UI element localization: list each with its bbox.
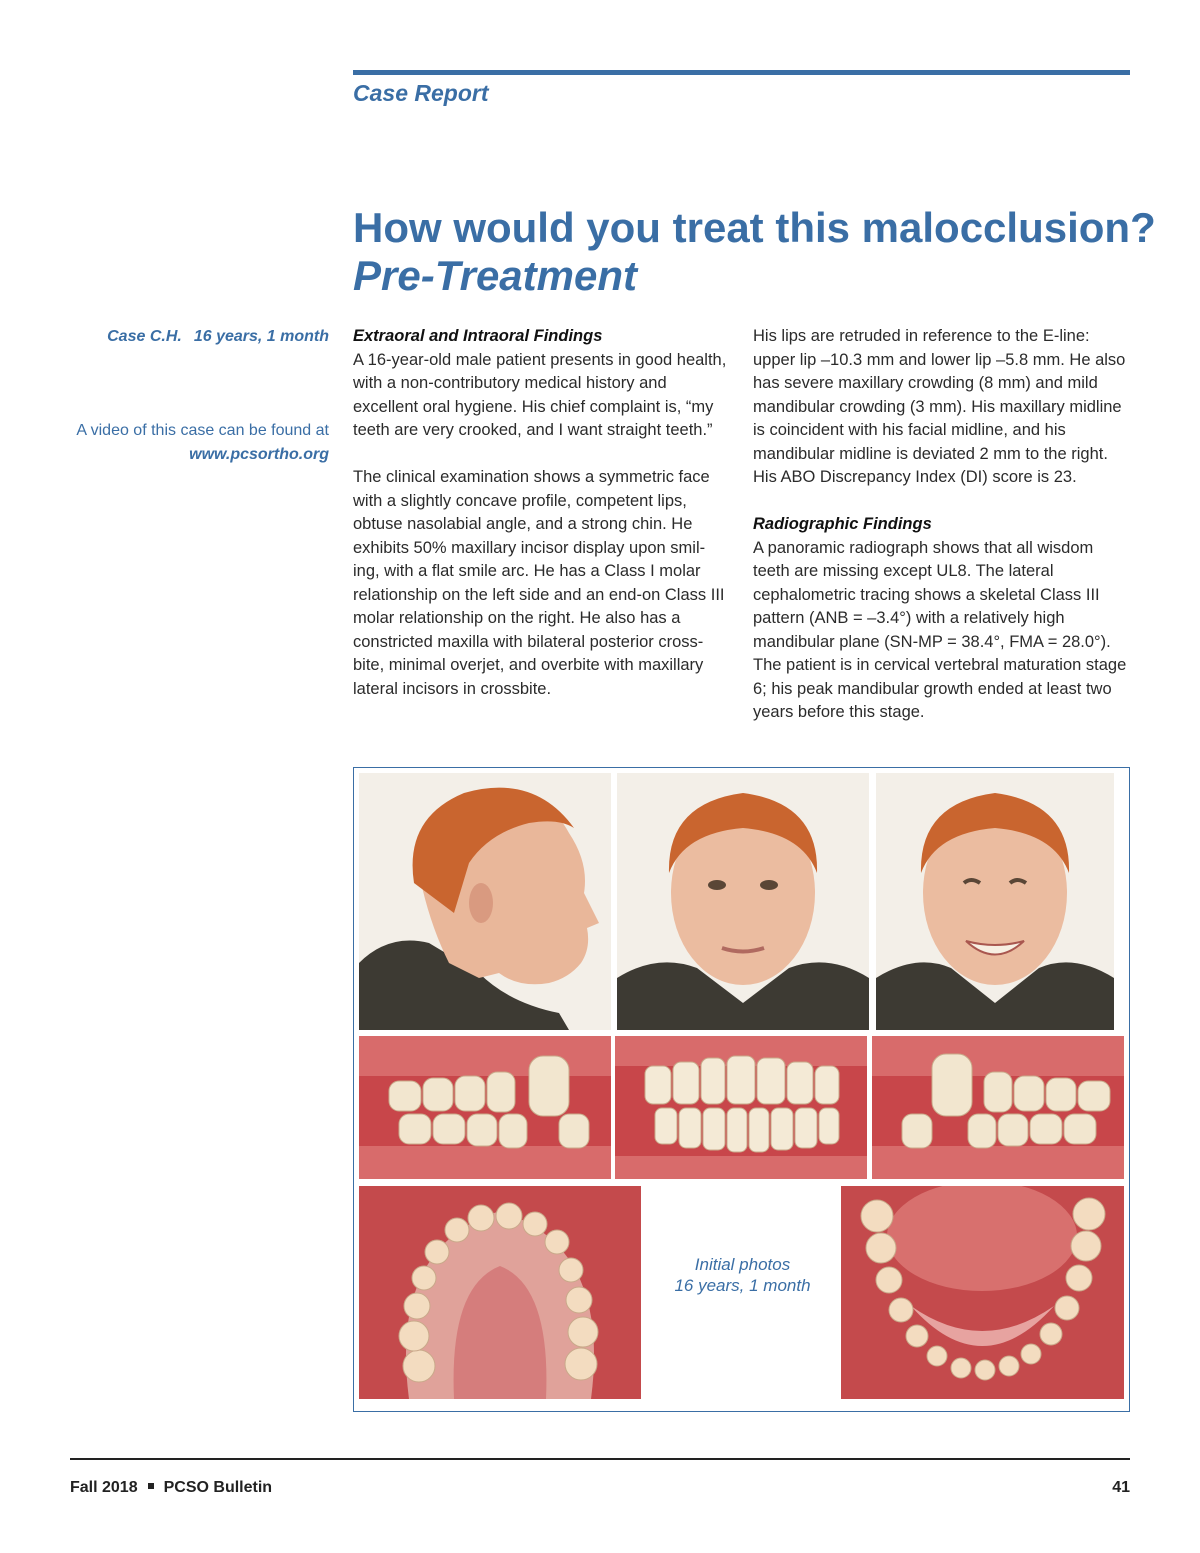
caption-line-1: Initial photos	[694, 1255, 791, 1274]
maxillary-occlusal-photo	[359, 1186, 641, 1399]
page-number: 41	[1112, 1479, 1130, 1496]
case-age: 16 years, 1 month	[193, 328, 329, 345]
photo-figure	[353, 767, 1130, 1412]
article-column-1	[353, 325, 731, 701]
title-line-2: Pre-Treatment	[353, 252, 637, 299]
title-line-1: How would you treat this malocclusion?	[353, 204, 1156, 251]
footer-issue	[70, 1479, 272, 1497]
smile-photo	[876, 773, 1114, 1030]
right-buccal-photo	[359, 1036, 611, 1179]
page-title	[353, 204, 1156, 300]
section-heading-findings: Extraoral and Intraoral Findings	[353, 327, 603, 345]
profile-photo	[359, 773, 611, 1030]
bullet-separator	[148, 1483, 154, 1489]
figure-caption	[640, 1254, 845, 1296]
video-note	[29, 419, 329, 467]
caption-line-2: 16 years, 1 month	[674, 1276, 811, 1295]
frontal-photo	[617, 773, 869, 1030]
left-buccal-photo	[872, 1036, 1124, 1179]
section-label: Case Report	[353, 80, 489, 106]
publication-name: PCSO Bulletin	[163, 1479, 273, 1496]
case-info	[107, 325, 329, 349]
mandibular-occlusal-photo	[841, 1186, 1124, 1399]
issue-date: Fall 2018	[70, 1479, 138, 1496]
article-column-2	[753, 325, 1131, 725]
paragraph: The clinical examination shows a symmetric face with a slightly concave profile, competent lips, obtuse nasolabial angle, and a strong chin. He exhibits 50% maxillary incisor display upon smil-ing, with a flat smile arc. He has a Class I molar relationship on the left side and an end-on Class III molar relationship on the right. He also has a constricted maxilla with bilateral posterior cross-bite, minimal overjet, and overbite with maxillary lateral incisors in crossbite.	[353, 468, 725, 698]
frontal-intraoral-photo	[615, 1036, 867, 1179]
section-heading-radiographic: Radiographic Findings	[753, 515, 932, 533]
paragraph: His lips are retruded in reference to the E-line: upper lip –10.3 mm and lower lip –5.8 mm. He also has severe maxillary crowding (8 mm) and mild mandibular crowding (3 mm). His maxillary midline is coincident with his facial midline, and his mandibular midline is deviated 2 mm to the right. His ABO Discrepancy Index (DI) score is 23.	[753, 327, 1126, 486]
paragraph: A 16-year-old male patient presents in good health, with a non-contributory medical history and excellent oral hygiene. His chief complaint is, “my teeth are very crooked, and I want straight teeth.”	[353, 350, 727, 439]
case-id: Case C.H.	[107, 328, 182, 345]
video-text: A video of this case can be found at	[76, 422, 329, 439]
video-link[interactable]: www.pcsortho.org	[189, 446, 329, 463]
paragraph: A panoramic radiograph shows that all wisdom teeth are missing except UL8. The lateral cephalometric tracing shows a skeletal Class III pattern (ANB = –3.4°) with a relatively high mandibular plane (SN-MP = 38.4°, FMA = 28.0°). The patient is in cervical vertebral maturation stage 6; his peak mandibular growth ended at least two years before this stage.	[753, 538, 1127, 721]
footer-rule	[70, 1458, 1130, 1460]
top-rule	[353, 70, 1130, 75]
